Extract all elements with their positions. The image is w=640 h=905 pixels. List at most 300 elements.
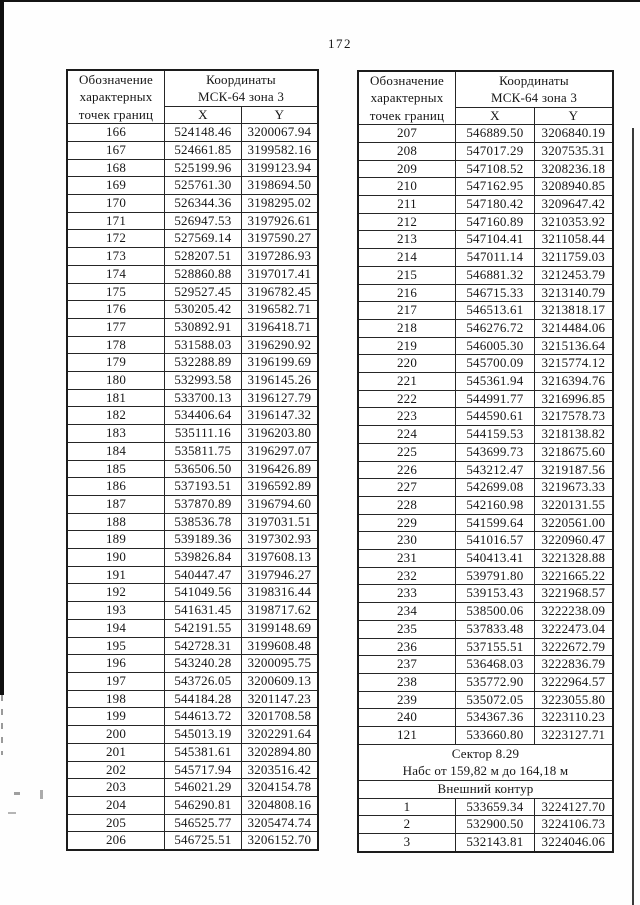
table-row	[358, 196, 613, 214]
point-id-cell: 200	[67, 726, 165, 744]
y-cell: 3222238.09	[534, 603, 613, 621]
x-cell: 546725.51	[165, 832, 242, 850]
x-cell: 537155.51	[456, 638, 535, 656]
point-id-cell: 190	[67, 549, 165, 567]
table-row	[67, 743, 318, 761]
x-cell: 545717.94	[165, 761, 242, 779]
y-cell: 3224127.70	[534, 798, 613, 816]
y-cell: 3222473.04	[534, 620, 613, 638]
x-cell: 547162.95	[456, 178, 535, 196]
scan-artifact	[14, 792, 20, 795]
table-body-right	[358, 125, 613, 852]
table-row	[358, 390, 613, 408]
point-id-cell: 220	[358, 355, 456, 373]
y-cell: 3198295.02	[241, 195, 318, 213]
table-row	[358, 249, 613, 267]
x-cell: 533659.34	[456, 798, 535, 816]
point-id-cell: 166	[67, 124, 165, 142]
x-cell: 541016.57	[456, 532, 535, 550]
table-row	[67, 690, 318, 708]
point-id-cell: 208	[358, 142, 456, 160]
table-row	[358, 231, 613, 249]
point-id-cell: 217	[358, 302, 456, 320]
x-cell: 543212.47	[456, 461, 535, 479]
point-id-cell: 205	[67, 814, 165, 832]
point-id-cell: 211	[358, 196, 456, 214]
table-row	[67, 619, 318, 637]
y-cell: 3198316.44	[241, 584, 318, 602]
point-id-cell: 192	[67, 584, 165, 602]
point-id-cell: 188	[67, 513, 165, 531]
table-row	[67, 637, 318, 655]
point-id-cell: 199	[67, 708, 165, 726]
contour-label-row	[358, 780, 613, 798]
y-cell: 3197302.93	[241, 531, 318, 549]
point-id-cell: 226	[358, 461, 456, 479]
point-id-cell: 198	[67, 690, 165, 708]
y-cell: 3222836.79	[534, 656, 613, 674]
table-row	[358, 178, 613, 196]
point-id-cell: 121	[358, 727, 456, 745]
table-row	[67, 283, 318, 301]
table-row	[358, 567, 613, 585]
header-x-column: X	[456, 107, 535, 125]
point-id-cell: 238	[358, 673, 456, 691]
table-row	[67, 265, 318, 283]
y-cell: 3204808.16	[241, 796, 318, 814]
table-row	[358, 496, 613, 514]
point-id-cell: 186	[67, 478, 165, 496]
point-id-cell: 239	[358, 691, 456, 709]
scan-edge-top	[0, 0, 640, 2]
x-cell: 532900.50	[456, 816, 535, 834]
point-id-cell: 174	[67, 265, 165, 283]
point-id-cell: 202	[67, 761, 165, 779]
table-row	[358, 461, 613, 479]
point-id-cell: 176	[67, 301, 165, 319]
y-cell: 3220561.00	[534, 514, 613, 532]
y-cell: 3221665.22	[534, 567, 613, 585]
x-cell: 541599.64	[456, 514, 535, 532]
y-cell: 3216996.85	[534, 390, 613, 408]
contour-label: Внешний контур	[358, 780, 613, 798]
x-cell: 541049.56	[165, 584, 242, 602]
x-cell: 535811.75	[165, 442, 242, 460]
x-cell: 546715.33	[456, 284, 535, 302]
x-cell: 536468.03	[456, 656, 535, 674]
x-cell: 527569.14	[165, 230, 242, 248]
point-id-cell: 231	[358, 550, 456, 568]
table-row	[67, 513, 318, 531]
y-cell: 3201708.58	[241, 708, 318, 726]
point-id-cell: 191	[67, 566, 165, 584]
table-row	[358, 426, 613, 444]
y-cell: 3204154.78	[241, 779, 318, 797]
sector-title-row	[358, 744, 613, 780]
table-row	[358, 408, 613, 426]
point-id-cell: 221	[358, 373, 456, 391]
x-cell: 532993.58	[165, 372, 242, 390]
table-row	[358, 709, 613, 727]
y-cell: 3216394.76	[534, 373, 613, 391]
x-cell: 542191.55	[165, 619, 242, 637]
coordinates-table-left	[66, 69, 319, 851]
y-cell: 3212453.79	[534, 266, 613, 284]
table-row	[67, 425, 318, 443]
y-cell: 3220960.47	[534, 532, 613, 550]
y-cell: 3199582.16	[241, 141, 318, 159]
x-cell: 528860.88	[165, 265, 242, 283]
y-cell: 3196199.69	[241, 354, 318, 372]
scan-edge-right	[632, 128, 634, 905]
point-id-cell: 204	[67, 796, 165, 814]
y-cell: 3196418.71	[241, 318, 318, 336]
table-row	[67, 655, 318, 673]
y-cell: 3197031.51	[241, 513, 318, 531]
x-cell: 543699.73	[456, 443, 535, 461]
x-cell: 538536.78	[165, 513, 242, 531]
point-id-cell: 214	[358, 249, 456, 267]
table-row	[358, 355, 613, 373]
table-row	[67, 566, 318, 584]
point-id-cell: 228	[358, 496, 456, 514]
y-cell: 3197017.41	[241, 265, 318, 283]
x-cell: 547108.52	[456, 160, 535, 178]
y-cell: 3196147.32	[241, 407, 318, 425]
x-cell: 546021.29	[165, 779, 242, 797]
point-id-cell: 180	[67, 372, 165, 390]
point-id-cell: 219	[358, 337, 456, 355]
point-id-cell: 175	[67, 283, 165, 301]
scan-edge-left-fade	[1, 695, 3, 755]
page-number: 172	[328, 36, 352, 51]
point-id-cell: 206	[67, 832, 165, 850]
point-id-cell: 196	[67, 655, 165, 673]
x-cell: 547011.14	[456, 249, 535, 267]
y-cell: 3202291.64	[241, 726, 318, 744]
y-cell: 3205474.74	[241, 814, 318, 832]
table-row	[67, 779, 318, 797]
table-row	[358, 620, 613, 638]
x-cell: 546525.77	[165, 814, 242, 832]
table-row	[67, 336, 318, 354]
y-cell: 3206152.70	[241, 832, 318, 850]
x-cell: 539189.36	[165, 531, 242, 549]
y-cell: 3196582.71	[241, 301, 318, 319]
scan-artifact	[8, 812, 16, 814]
y-cell: 3199608.48	[241, 637, 318, 655]
y-cell: 3201147.23	[241, 690, 318, 708]
table-row	[67, 814, 318, 832]
x-cell: 542728.31	[165, 637, 242, 655]
y-cell: 3222672.79	[534, 638, 613, 656]
table-row	[358, 160, 613, 178]
y-cell: 3206840.19	[534, 125, 613, 143]
point-id-cell: 3	[358, 833, 456, 851]
x-cell: 530205.42	[165, 301, 242, 319]
table-row	[358, 514, 613, 532]
header-coordinates-system: Координаты МСК-64 зона 3	[456, 71, 614, 107]
table-row	[67, 796, 318, 814]
table-row	[358, 125, 613, 143]
x-cell: 539826.84	[165, 549, 242, 567]
table-row	[67, 460, 318, 478]
y-cell: 3196794.60	[241, 495, 318, 513]
x-cell: 535072.05	[456, 691, 535, 709]
point-id-cell: 232	[358, 567, 456, 585]
x-cell: 535772.90	[456, 673, 535, 691]
y-cell: 3196782.45	[241, 283, 318, 301]
table-row	[67, 761, 318, 779]
table-row	[358, 727, 613, 745]
table-row	[358, 142, 613, 160]
point-id-cell: 187	[67, 495, 165, 513]
x-cell: 544590.61	[456, 408, 535, 426]
point-id-cell: 195	[67, 637, 165, 655]
table-row	[67, 407, 318, 425]
point-id-cell: 177	[67, 318, 165, 336]
table-row	[358, 798, 613, 816]
table-row	[67, 531, 318, 549]
y-cell: 3208940.85	[534, 178, 613, 196]
table-row	[67, 602, 318, 620]
x-cell: 528207.51	[165, 248, 242, 266]
x-cell: 546290.81	[165, 796, 242, 814]
table-row	[67, 124, 318, 142]
y-cell: 3215774.12	[534, 355, 613, 373]
x-cell: 541631.45	[165, 602, 242, 620]
x-cell: 547180.42	[456, 196, 535, 214]
x-cell: 546889.50	[456, 125, 535, 143]
point-id-cell: 224	[358, 426, 456, 444]
point-id-cell: 218	[358, 319, 456, 337]
table-row	[67, 212, 318, 230]
point-id-cell: 207	[358, 125, 456, 143]
table-row	[67, 230, 318, 248]
table-row	[67, 478, 318, 496]
table-row	[67, 141, 318, 159]
point-id-cell: 229	[358, 514, 456, 532]
table-row	[358, 550, 613, 568]
y-cell: 3224106.73	[534, 816, 613, 834]
point-id-cell: 234	[358, 603, 456, 621]
point-id-cell: 185	[67, 460, 165, 478]
point-id-cell: 203	[67, 779, 165, 797]
point-id-cell: 1	[358, 798, 456, 816]
y-cell: 3214484.06	[534, 319, 613, 337]
y-cell: 3199123.94	[241, 159, 318, 177]
x-cell: 535111.16	[165, 425, 242, 443]
x-cell: 532143.81	[456, 833, 535, 851]
header-y-column: Y	[241, 106, 318, 124]
table-row	[358, 266, 613, 284]
x-cell: 537833.48	[456, 620, 535, 638]
x-cell: 543240.28	[165, 655, 242, 673]
x-cell: 530892.91	[165, 318, 242, 336]
point-id-cell: 193	[67, 602, 165, 620]
x-cell: 533700.13	[165, 389, 242, 407]
y-cell: 3211058.44	[534, 231, 613, 249]
y-cell: 3223055.80	[534, 691, 613, 709]
x-cell: 524661.85	[165, 141, 242, 159]
y-cell: 3197286.93	[241, 248, 318, 266]
point-id-cell: 170	[67, 195, 165, 213]
x-cell: 536506.50	[165, 460, 242, 478]
y-cell: 3223110.23	[534, 709, 613, 727]
table-row	[358, 319, 613, 337]
y-cell: 3200609.13	[241, 672, 318, 690]
x-cell: 544184.28	[165, 690, 242, 708]
coordinates-table-right	[357, 70, 614, 853]
point-id-cell: 184	[67, 442, 165, 460]
x-cell: 545700.09	[456, 355, 535, 373]
table-row	[67, 442, 318, 460]
header-x-column: X	[165, 106, 242, 124]
table-row	[358, 656, 613, 674]
table-row	[358, 833, 613, 851]
point-id-cell: 216	[358, 284, 456, 302]
point-id-cell: 240	[358, 709, 456, 727]
x-cell: 537870.89	[165, 495, 242, 513]
point-id-cell: 237	[358, 656, 456, 674]
point-id-cell: 171	[67, 212, 165, 230]
sector-title: Сектор 8.29 Набс от 159,82 м до 164,18 м	[358, 744, 613, 780]
x-cell: 545361.94	[456, 373, 535, 391]
x-cell: 540413.41	[456, 550, 535, 568]
x-cell: 525761.30	[165, 177, 242, 195]
point-id-cell: 181	[67, 389, 165, 407]
x-cell: 546881.32	[456, 266, 535, 284]
y-cell: 3208236.18	[534, 160, 613, 178]
y-cell: 3196592.89	[241, 478, 318, 496]
x-cell: 526344.36	[165, 195, 242, 213]
y-cell: 3219187.56	[534, 461, 613, 479]
table-header-left	[67, 70, 318, 124]
x-cell: 540447.47	[165, 566, 242, 584]
y-cell: 3198694.50	[241, 177, 318, 195]
point-id-cell: 227	[358, 479, 456, 497]
point-id-cell: 183	[67, 425, 165, 443]
table-row	[67, 177, 318, 195]
y-cell: 3215136.64	[534, 337, 613, 355]
table-row	[358, 213, 613, 231]
y-cell: 3213140.79	[534, 284, 613, 302]
table-header-right	[358, 71, 613, 125]
table-row	[67, 672, 318, 690]
header-y-column: Y	[534, 107, 613, 125]
x-cell: 542160.98	[456, 496, 535, 514]
scan-edge-left	[0, 0, 4, 695]
table-row	[358, 638, 613, 656]
x-cell: 533660.80	[456, 727, 535, 745]
x-cell: 543726.05	[165, 672, 242, 690]
table-row	[67, 549, 318, 567]
table-row	[358, 816, 613, 834]
x-cell: 537193.51	[165, 478, 242, 496]
y-cell: 3221968.57	[534, 585, 613, 603]
point-id-cell: 225	[358, 443, 456, 461]
x-cell: 531588.03	[165, 336, 242, 354]
y-cell: 3213818.17	[534, 302, 613, 320]
table-row	[67, 372, 318, 390]
y-cell: 3218675.60	[534, 443, 613, 461]
table-row	[358, 443, 613, 461]
y-cell: 3197926.61	[241, 212, 318, 230]
y-cell: 3196290.92	[241, 336, 318, 354]
point-id-cell: 236	[358, 638, 456, 656]
table-row	[358, 302, 613, 320]
table-row	[358, 284, 613, 302]
x-cell: 544991.77	[456, 390, 535, 408]
table-row	[67, 301, 318, 319]
point-id-cell: 172	[67, 230, 165, 248]
table-row	[67, 832, 318, 850]
x-cell: 534406.64	[165, 407, 242, 425]
y-cell: 3198717.62	[241, 602, 318, 620]
x-cell: 525199.96	[165, 159, 242, 177]
point-id-cell: 230	[358, 532, 456, 550]
point-id-cell: 178	[67, 336, 165, 354]
y-cell: 3224046.06	[534, 833, 613, 851]
x-cell: 538500.06	[456, 603, 535, 621]
x-cell: 545381.61	[165, 743, 242, 761]
y-cell: 3203516.42	[241, 761, 318, 779]
table-row	[67, 708, 318, 726]
y-cell: 3209647.42	[534, 196, 613, 214]
x-cell: 545013.19	[165, 726, 242, 744]
y-cell: 3210353.92	[534, 213, 613, 231]
point-id-cell: 235	[358, 620, 456, 638]
x-cell: 547017.29	[456, 142, 535, 160]
x-cell: 526947.53	[165, 212, 242, 230]
y-cell: 3207535.31	[534, 142, 613, 160]
table-row	[67, 389, 318, 407]
table-row	[67, 248, 318, 266]
x-cell: 547160.89	[456, 213, 535, 231]
y-cell: 3197946.27	[241, 566, 318, 584]
x-cell: 546276.72	[456, 319, 535, 337]
point-id-cell: 209	[358, 160, 456, 178]
x-cell: 546513.61	[456, 302, 535, 320]
x-cell: 539791.80	[456, 567, 535, 585]
x-cell: 524148.46	[165, 124, 242, 142]
scan-artifact	[40, 790, 43, 799]
header-point-designation: Обозначение характерных точек границ	[67, 70, 165, 124]
table-row	[358, 691, 613, 709]
table-row	[358, 585, 613, 603]
y-cell: 3196297.07	[241, 442, 318, 460]
y-cell: 3218138.82	[534, 426, 613, 444]
x-cell: 529527.45	[165, 283, 242, 301]
point-id-cell: 213	[358, 231, 456, 249]
point-id-cell: 197	[67, 672, 165, 690]
y-cell: 3200095.75	[241, 655, 318, 673]
point-id-cell: 179	[67, 354, 165, 372]
y-cell: 3217578.73	[534, 408, 613, 426]
table-row	[358, 373, 613, 391]
point-id-cell: 223	[358, 408, 456, 426]
table-row	[67, 354, 318, 372]
table-body-left	[67, 124, 318, 850]
y-cell: 3223127.71	[534, 727, 613, 745]
point-id-cell: 168	[67, 159, 165, 177]
point-id-cell: 173	[67, 248, 165, 266]
x-cell: 546005.30	[456, 337, 535, 355]
point-id-cell: 233	[358, 585, 456, 603]
x-cell: 532288.89	[165, 354, 242, 372]
table-row	[67, 495, 318, 513]
point-id-cell: 2	[358, 816, 456, 834]
